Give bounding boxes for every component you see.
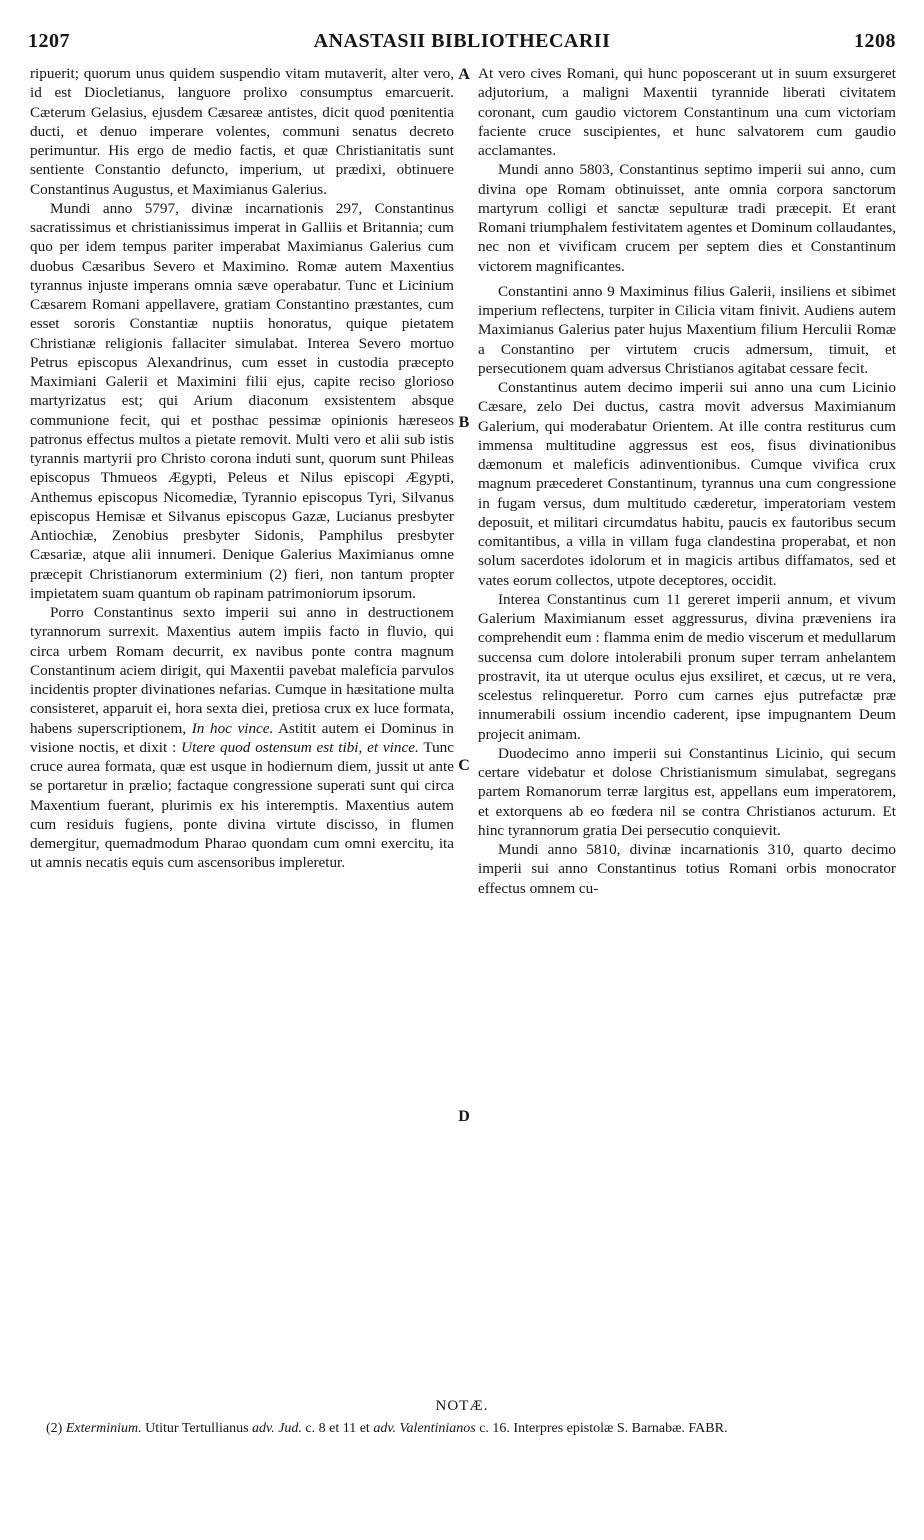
paragraph-text: Porro Constantinus sexto imperii sui anno in destructionem tyrannorum surrexit. Maxentius autem impiis facto in fluvio, qui circa urbem Romam decurrit, ex navibus ponte contra magnum Constantinum aciem dirigit, qui Maxentii pavebat maleficia parvulos incidentis propter divinationes nefarias. Cumque in hæsitatione multa consisteret, apparuit ei, hora sexta diei, pretiosa crux ex luce formata, habens superscriptionem, <box>30 604 454 737</box>
quotation-utere: Utere quod ostensum est tibi, et vince. <box>181 738 419 756</box>
paragraph: Interea Constantinus cum 11 gereret imperii annum, et vivum Galerium Maximianum esset aggressurus, divina præveniens ira comprehendit eum : flamma enim de medio viscerum et medullarum succensa cum dolore intolerabili pronum super terram anhelantem prostravit, ita ut uterque oculus ejus exsiliret, et cæcus, ut re vera, scelestus relinqueretur. Porro cum carnes ejus putrefactæ præ innumerabili ossium incendio caderent, ipse impugnantem Deum projecit animam. <box>478 590 896 743</box>
paragraph: At vero cives Romani, qui hunc poposcerant ut in suum exsurgeret adjutorium, a maligni Maxentii tyrannide liberati civitatem coronant, cum gaudio victorem Constantinum una cum victoriam faciente cruce suscipientes, et hunc salvatorem cum gaudio acclamantes. <box>478 65 896 159</box>
page-header <box>28 30 896 60</box>
margin-marker-b: B <box>458 414 470 431</box>
footnote-text: c. 16. Interpres epistolæ S. Barnabæ. FABR. <box>479 1421 728 1436</box>
right-column <box>478 64 896 898</box>
footnote-text: Utitur Tertullianus <box>145 1421 249 1436</box>
footnote-number: (2) <box>46 1421 63 1436</box>
margin-marker-d: D <box>458 1108 470 1125</box>
paragraph-text: Tunc cruce aurea formata, quæ est usque in hodiernum diem, jussit ut ante se portaretur in prælio; factaque congressione superati sunt qui circa Maxentium fuerant, plurimis ex his interemptis. Maxentius autem cum residuis fugiens, ponte divina virtute discisso, in flumen demergitur, quemadmodum Pharao quondam cum omni exercitu, ita ut amnis necatis equis cum ascensoribus impleretur. <box>30 738 454 872</box>
paragraph: Constantini anno 9 Maximinus filius Galerii, insiliens et sibimet imperium reflectens, turpiter in Cilicia vitam finivit. Audiens autem Maximianus Galerius pater hujus Maxentium filium Herculii Romæ a Constantino per virtutem crucis admersum, timuit, et persecutionem quam adversus Christianos agitabat cessare fecit. <box>478 282 896 377</box>
paragraph <box>30 603 454 873</box>
notes-heading: NOTÆ. <box>435 1398 489 1414</box>
paragraph: Constantinus autem decimo imperii sui anno una cum Licinio Cæsare, zelo Dei ductus, castra movit adversus Maximianum Galerium, qui moderabatur Orientem. At ille contra restiturus cum immensa multitudine aggressus est eos, fisus divinationibus dæmonum et maleficis adinventionibus. Cumque vivifica crux magnum præcederet Constantinum, tyrannus una cum congressione in fugam versus, dum multitudo cæderetur, imperatoriam vestem deposuit, et militari circumdatus habitu, paucis ex fautoribus secum comitantibus, a villa in villam fuga clandestina properabat, et non solum sacerdotes idolorum et in magicis artibus diffamatos, sed et vates eorum collectos, utpote deceptores, occidit. <box>478 379 896 589</box>
paragraph: Mundi anno 5810, divinæ incarnationis 310, quarto decimo imperii sui anno Constantinus totius Romani orbis monocrator effectus omnem cu- <box>478 841 896 897</box>
paragraph: Mundi anno 5797, divinæ incarnationis 297, Constantinus sacratissimus et christianissimus imperat in Galliis et Britannia; cum quo per idem tempus pariter imperabat Maximianus Galerius cum duobus Cæsaribus Severo et Maximino. Romæ autem Maxentius tyrannus injuste imperans omnia sæve operabatur. Tunc et Licinium Cæsarem Romani appellavere, gratiam Constantino præstantes, cum esset sororis Constantiæ nuptiis honoratus, quique pietatem Christianæ religionis fallaciter simulabat. Interea Severo mortuo Petrus episcopus Alexandrinus, cum esset in custodia præcepto Maximiani Galerii et Maximini filii ejus, capite reciso glorioso martyrizatus est; qui Arium diaconum exsistentem absque communione fecit, qui et posthac pessimæ opinionis hæreseos patronus effectus multos a pietate removit. Multi vero et alii sub istis tyrannis martyrii pro Christo corona induti sunt, quorum sunt Phileas episcopus Thmueos Ægypti, Peleus et Nilus episcopi Ægypti, Anthemus episcopus Nicomediæ, Tyrannio episcopus Tyri, Silvanus episcopus Hemisæ et Silvanus episcopus Gazæ, Lucianus presbyter Antiochiæ, Zenobius presbyter Sidonis, Pamphilus presbyter Cæsariæ, atque alii innumeri. Denique Galerius Maximianus omne præcepit Christianorum exterminium (2) fieri, non tantum propter impietatem suam quantum ob rapinam patrimoniorum ipsorum. <box>30 199 454 602</box>
paragraph: Mundi anno 5803, Constantinus septimo imperii sui anno, cum divina ope Romam obtinuisset, ante omnia corpora sanctorum martyrum colligi et sanctæ sepulturæ tradi præcepit. Et erant Romani triumphalem festivitatem agentes et Dominum collaudantes, nec non et vivificam crucem per septem dies et Constantinum victorem magnificantes. <box>478 161 896 275</box>
margin-marker-c: C <box>458 757 470 774</box>
paragraph-text: Astitit autem ei Dominus in visione noctis, et dixit : <box>30 719 454 756</box>
footnote-text: c. 8 et 11 et <box>305 1421 370 1436</box>
footnote <box>30 1420 896 1438</box>
paragraph: ripuerit; quorum unus quidem suspendio vitam mutaverit, alter vero, id est Diocletianus, languore prolixo consumptus emarcuerit. Cæterum Gelasius, ejusdem Cæsareæ antistes, dicit quod pœnitentia ducti, et denuo imperare volentes, communi senatus decreto perimuntur. His ergo de medio factis, et quæ Christianitatis sunt sentiente Constantio defuncto, imperium, ut prædixi, obtinuere Constantinus Augustus, et Maximianus Galerius. <box>30 65 454 198</box>
footnote-citation: adv. Jud. <box>252 1421 302 1436</box>
paragraph: Duodecimo anno imperii sui Constantinus Licinio, qui secum certare videbatur et dolose Christianismum simulabat, segregans partem Romanorum terræ largitus est, appellans eum imperatorem, et extorquens ab eo fœdera nil se contra Christianos acturum. Et hinc tyrannorum gratia Dei persecutio conquievit. <box>478 744 896 839</box>
page-number-right: 1208 <box>854 30 896 52</box>
left-column <box>30 64 454 873</box>
footnote-term: Exterminium. <box>65 1421 142 1436</box>
quotation-in-hoc-vince: In hoc vince. <box>191 719 274 737</box>
footnote-citation: adv. Valentinianos <box>373 1421 476 1436</box>
margin-marker-a: A <box>458 66 470 83</box>
running-title: ANASTASII BIBLIOTHECARII <box>313 30 611 52</box>
page-number-left: 1207 <box>28 30 70 52</box>
